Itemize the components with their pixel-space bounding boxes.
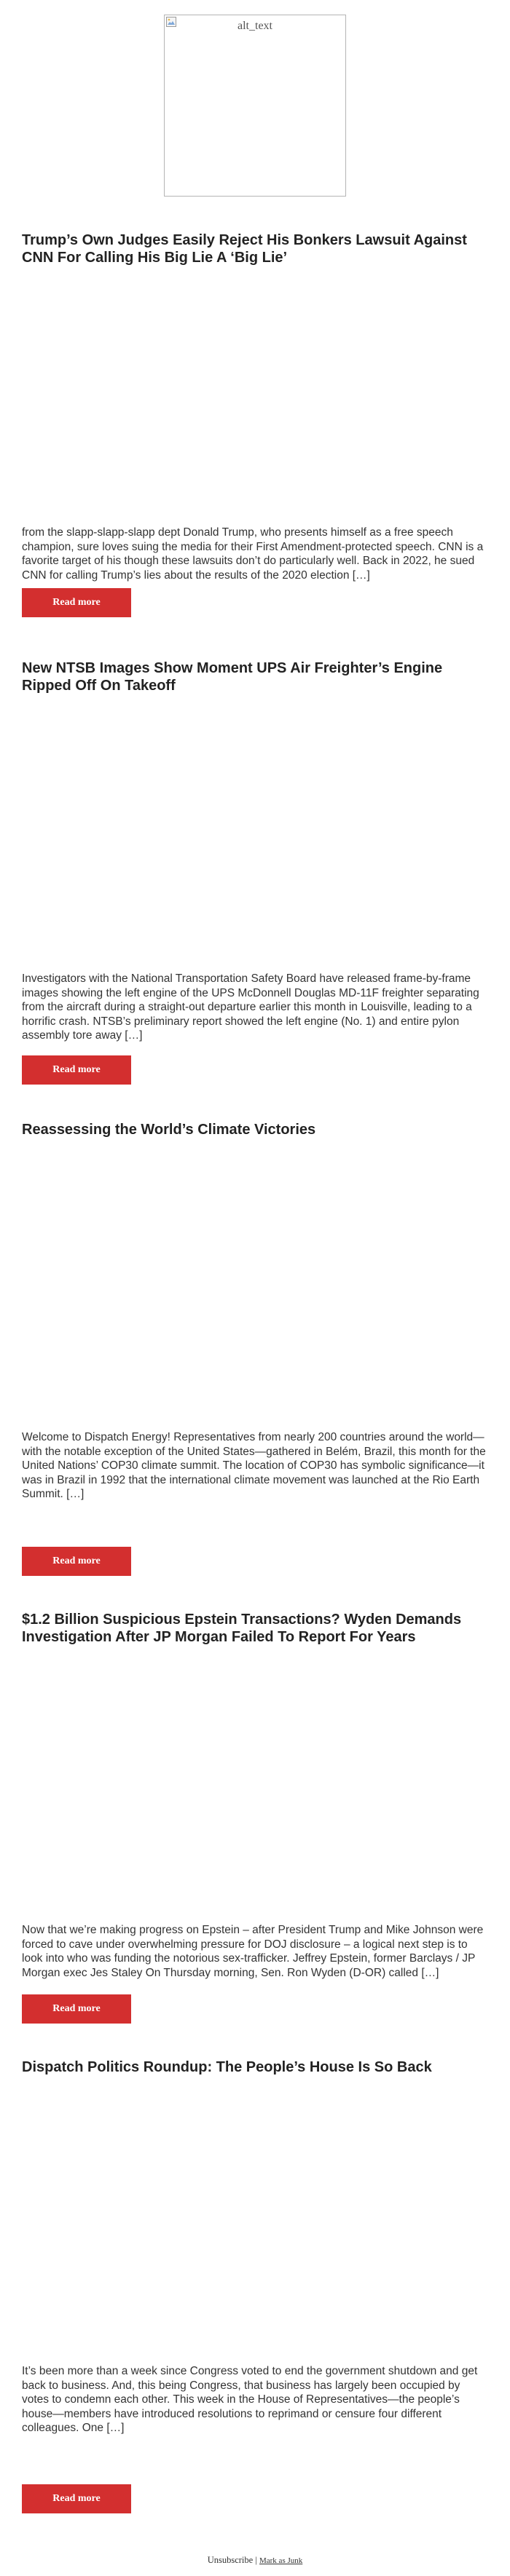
mark-as-junk-link[interactable]: Mark as Junk: [259, 2556, 303, 2565]
article-summary: Investigators with the National Transportation Safety Board have released frame-by-frame images showing the left engine of the UPS McDonnell Douglas MD-11F freighter separating from the aircraft during a straight-out departure earlier this month in Louisville, leading to a horrific crash. NTSB’s preliminary report showed the left engine (No. 1) and entire pylon assembly tore away […]: [22, 972, 479, 1042]
article-title[interactable]: Reassessing the World’s Climate Victories: [22, 1122, 316, 1138]
read-more-button[interactable]: Read more: [22, 1994, 131, 2024]
footer-separator: |: [255, 2555, 257, 2565]
read-more-button[interactable]: Read more: [22, 1055, 131, 1085]
article-card: [22, 1611, 488, 2014]
article-image[interactable]: [22, 702, 488, 964]
footer: [0, 2555, 510, 2566]
article-card: [22, 231, 488, 608]
article-image[interactable]: [22, 274, 488, 536]
article-title[interactable]: New NTSB Images Show Moment UPS Air Freighter’s Engine Ripped Off On Takeoff: [22, 660, 443, 694]
read-more-button[interactable]: Read more: [22, 2484, 131, 2513]
article-image[interactable]: [22, 1150, 488, 1412]
read-more-button[interactable]: Read more: [22, 588, 131, 617]
article-card: [22, 2058, 488, 2504]
logo-alt-text: alt_text: [238, 20, 272, 32]
article-title[interactable]: Dispatch Politics Roundup: The People’s House Is So Back: [22, 2059, 432, 2075]
article-summary: Now that we’re making progress on Epstein – after President Trump and Mike Johnson were forced to cave under overwhelming pressure for DOJ disclosure – a logical next step is to look into who was funding the notorious sex-trafficker. Jeffrey Epstein, former Barclays / JP Morgan exec Jes Staley On Thursday morning, Sen. Ron Wyden (D-OR) called […]: [22, 1924, 484, 1979]
article-card: [22, 1121, 488, 1566]
header: [0, 0, 510, 211]
article-image[interactable]: [22, 1653, 488, 1915]
article-summary: from the slapp-slapp-slapp dept Donald Trump, who presents himself as a free speech champion, sure loves suing the media for their First Amendment-protected speech. CNN is a favorite target of his though these lawsuits don’t do particularly well. Back in 2022, he sued CNN for calling Trump’s lies about the results of the 2020 election […]: [22, 526, 484, 582]
article-title[interactable]: $1.2 Billion Suspicious Epstein Transactions? Wyden Demands Investigation After JP Morgan Failed To Report For Years: [22, 1612, 462, 1645]
article-image[interactable]: [22, 2088, 488, 2350]
unsubscribe-link[interactable]: Unsubscribe: [207, 2555, 254, 2565]
article-summary: Welcome to Dispatch Energy! Representatives from nearly 200 countries around the world—with the notable exception of the United States—gathered in Belém, Brazil, this month for the United Nations’ COP30 climate summit. The location of COP30 has symbolic significance—it was in Brazil in 1992 that the international climate movement was launched at the Rio Earth Summit. […]: [22, 1431, 486, 1500]
read-more-button[interactable]: Read more: [22, 1547, 131, 1576]
article-card: [22, 659, 488, 1075]
logo-image: [164, 15, 346, 197]
article-summary: It’s been more than a week since Congress voted to end the government shutdown and get back to business. And, this being Congress, that business has largely been occupied by votes to condemn each other. This week in the House of Representatives—the people’s house—members have introduced resolutions to reprimand or censure four different colleagues. One […]: [22, 2365, 478, 2434]
article-title[interactable]: Trump’s Own Judges Easily Reject His Bonkers Lawsuit Against CNN For Calling His Big Lie A ‘Big Lie’: [22, 232, 467, 266]
